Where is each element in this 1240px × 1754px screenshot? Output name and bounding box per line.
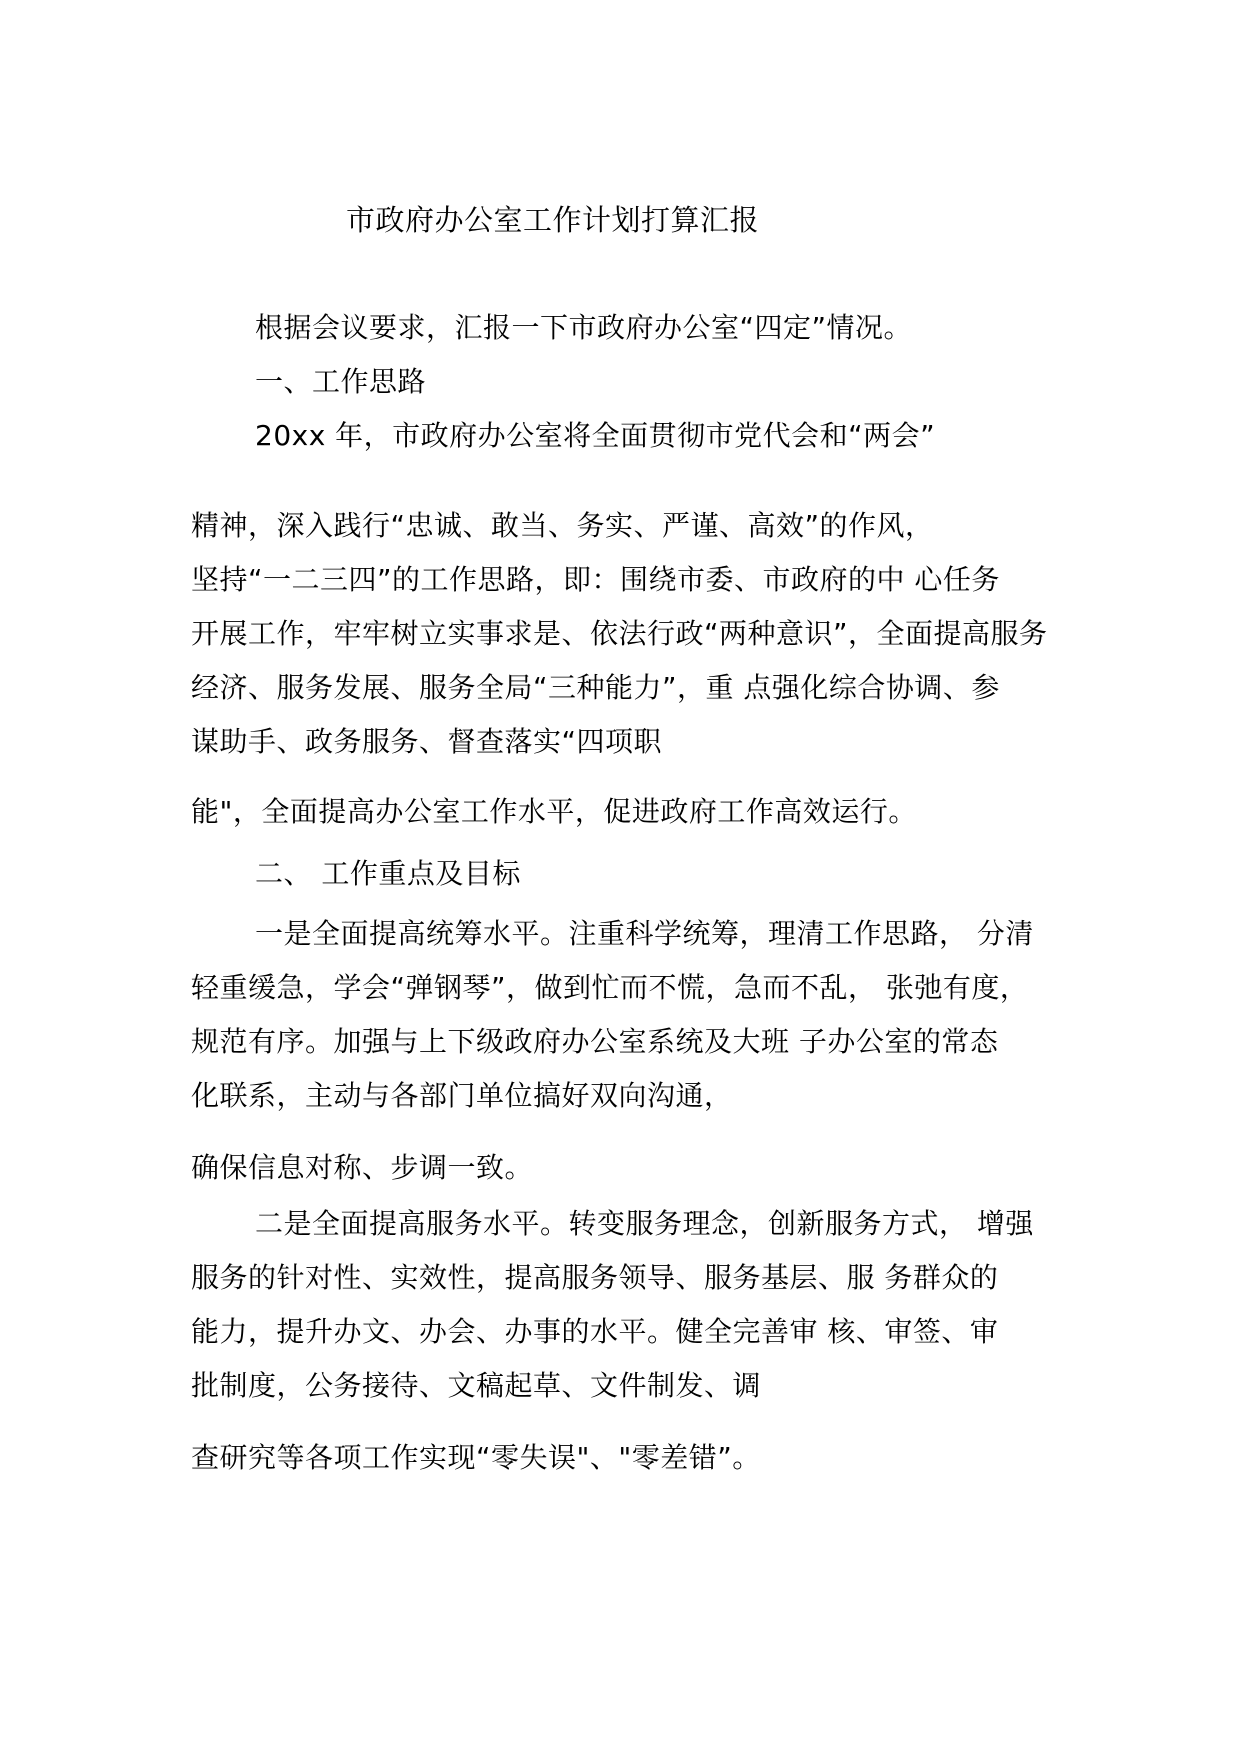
paragraph-line: 轻重缓急，学会“弹钢琴”，做到忙而不慌，急而不乱， 张弛有度， (191, 971, 1029, 1004)
section-heading: 一、工作思路 (255, 365, 427, 398)
paragraph-line: 查研究等各项工作实现“零失误"、"零差错”。 (191, 1441, 761, 1474)
paragraph-line: 服务的针对性、实效性，提高服务领导、服务基层、服 务群众的 (191, 1261, 999, 1294)
paragraph-line: 规范有序。加强与上下级政府办公室系统及大班 子办公室的常态 (191, 1025, 999, 1058)
paragraph-line: 谋助手、政务服务、督查落实“四项职 (191, 725, 663, 758)
paragraph-line: 经济、服务发展、服务全局“三种能力”，重 点强化综合协调、参 (191, 671, 1000, 704)
paragraph-line: 二是全面提高服务水平。转变服务理念，创新服务方式， 增强 (255, 1207, 1034, 1240)
paragraph-line: 化联系，主动与各部门单位搞好双向沟通， (191, 1079, 733, 1112)
paragraph-line: 20xx 年，市政府办公室将全面贯彻市党代会和“两会” (255, 419, 936, 452)
paragraph-line: 根据会议要求，汇报一下市政府办公室“四定”情况。 (255, 311, 913, 344)
document-title: 市政府办公室工作计划打算汇报 (346, 203, 760, 237)
paragraph-line: 确保信息对称、步调一致。 (191, 1151, 534, 1184)
paragraph-line: 开展工作，牢牢树立实事求是、依法行政“两种意识”，全面提高服务 (191, 617, 1048, 650)
paragraph-line: 坚持“一二三四”的工作思路，即：围绕市委、市政府的中 心任务 (191, 563, 1000, 596)
section-heading: 二、 工作重点及目标 (255, 857, 521, 890)
paragraph-line: 能力，提升办文、办会、办事的水平。健全完善审 核、审签、审 (191, 1315, 999, 1348)
paragraph-line: 能"，全面提高办公室工作水平，促进政府工作高效运行。 (191, 795, 917, 828)
paragraph-line: 精神，深入践行“忠诚、敢当、务实、严谨、高效”的作风， (191, 509, 934, 542)
paragraph-line: 一是全面提高统筹水平。注重科学统筹，理清工作思路， 分清 (255, 917, 1034, 950)
paragraph-line: 批制度，公务接待、文稿起草、文件制发、调 (191, 1369, 762, 1402)
